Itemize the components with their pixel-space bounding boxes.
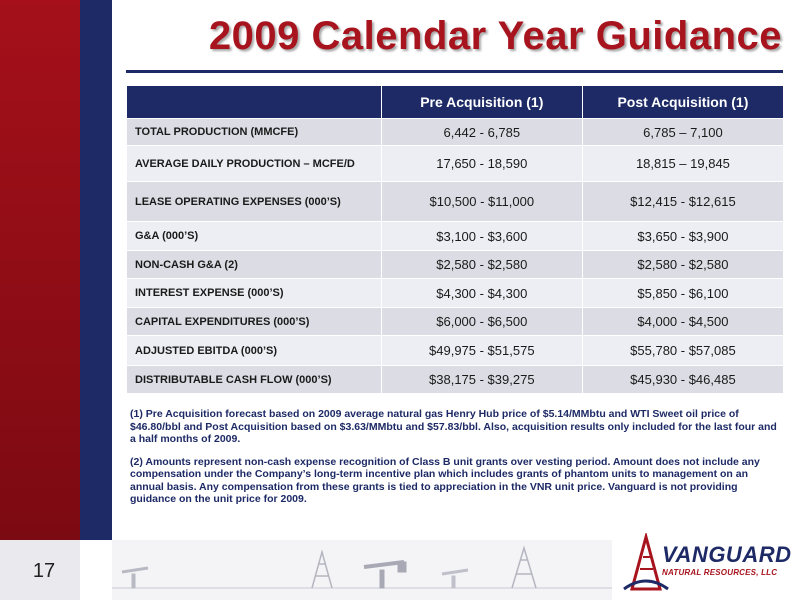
row-label: NON-CASH G&A (2) xyxy=(127,251,382,279)
left-navy-bar xyxy=(80,0,112,540)
header-cell-post: Post Acquisition (1) xyxy=(582,86,783,119)
row-label: DISTRIBUTABLE CASH FLOW (000’S) xyxy=(127,366,382,394)
row-label: AVERAGE DAILY PRODUCTION – MCFE/D xyxy=(127,146,382,182)
left-red-bar xyxy=(0,0,80,540)
header-cell-pre: Pre Acquisition (1) xyxy=(381,86,582,119)
post-value: $3,650 - $3,900 xyxy=(582,222,783,251)
pre-value: $10,500 - $11,000 xyxy=(381,182,582,222)
table-header-row xyxy=(127,86,784,119)
pre-value: $49,975 - $51,575 xyxy=(381,336,582,366)
header-cell-label xyxy=(127,86,382,119)
footnote-2: (2) Amounts represent non-cash expense recognition of Class B unit grants over vesting period. Amount does not include any compensation under the Company’s long-term incentive plan which includes grants of phantom units to management on an annual basis. Any compensation from these grants is tied to appreciation in the VNR unit price. Vanguard is not providing guidance on the unit price for 2009. xyxy=(130,455,760,505)
pre-value: $4,300 - $4,300 xyxy=(381,279,582,308)
row-label: CAPITAL EXPENDITURES (000’S) xyxy=(127,308,382,336)
row-label: INTEREST EXPENSE (000’S) xyxy=(127,279,382,308)
row-label: ADJUSTED EBITDA (000’S) xyxy=(127,336,382,366)
post-value: 18,815 – 19,845 xyxy=(582,146,783,182)
logo-wordmark: VANGUARD xyxy=(662,542,792,567)
table-row xyxy=(127,336,784,366)
guidance-table xyxy=(126,85,784,394)
row-label: TOTAL PRODUCTION (MMCFE) xyxy=(127,119,382,146)
pre-value: 6,442 - 6,785 xyxy=(381,119,582,146)
table-row xyxy=(127,146,784,182)
post-value: $12,415 - $12,615 xyxy=(582,182,783,222)
post-value: $45,930 - $46,485 xyxy=(582,366,783,394)
post-value: $2,580 - $2,580 xyxy=(582,251,783,279)
pre-value: $38,175 - $39,275 xyxy=(381,366,582,394)
page-number: 17 xyxy=(32,560,56,582)
table-row xyxy=(127,279,784,308)
row-label: LEASE OPERATING EXPENSES (000’S) xyxy=(127,182,382,222)
pre-value: $3,100 - $3,600 xyxy=(381,222,582,251)
table-row xyxy=(127,182,784,222)
pre-value: 17,650 - 18,590 xyxy=(381,146,582,182)
pre-value: $6,000 - $6,500 xyxy=(381,308,582,336)
pre-value: $2,580 - $2,580 xyxy=(381,251,582,279)
table-row xyxy=(127,251,784,279)
post-value: $4,000 - $4,500 xyxy=(582,308,783,336)
table-row xyxy=(127,119,784,146)
slide-title: 2009 Calendar Year Guidance xyxy=(208,14,782,58)
footnote-1: (1) Pre Acquisition forecast based on 2009 average natural gas Henry Hub price of $5.14/MMbtu and WTI Sweet oil price of $46.80/bbl and Post Acquisition based on $3.63/MMbtu and $57.83/bbl. Also, acquisition results only included for the last four and a half months of 2009. xyxy=(130,408,777,445)
table-row xyxy=(127,308,784,336)
post-value: $5,850 - $6,100 xyxy=(582,279,783,308)
title-divider xyxy=(126,70,783,73)
row-label: G&A (000’S) xyxy=(127,222,382,251)
logo-subtitle: NATURAL RESOURCES, LLC xyxy=(662,568,778,577)
table-row xyxy=(127,366,784,394)
footnotes xyxy=(130,408,780,516)
oil-field-illustration xyxy=(112,540,612,600)
post-value: 6,785 – 7,100 xyxy=(582,119,783,146)
table-row xyxy=(127,222,784,251)
post-value: $55,780 - $57,085 xyxy=(582,336,783,366)
